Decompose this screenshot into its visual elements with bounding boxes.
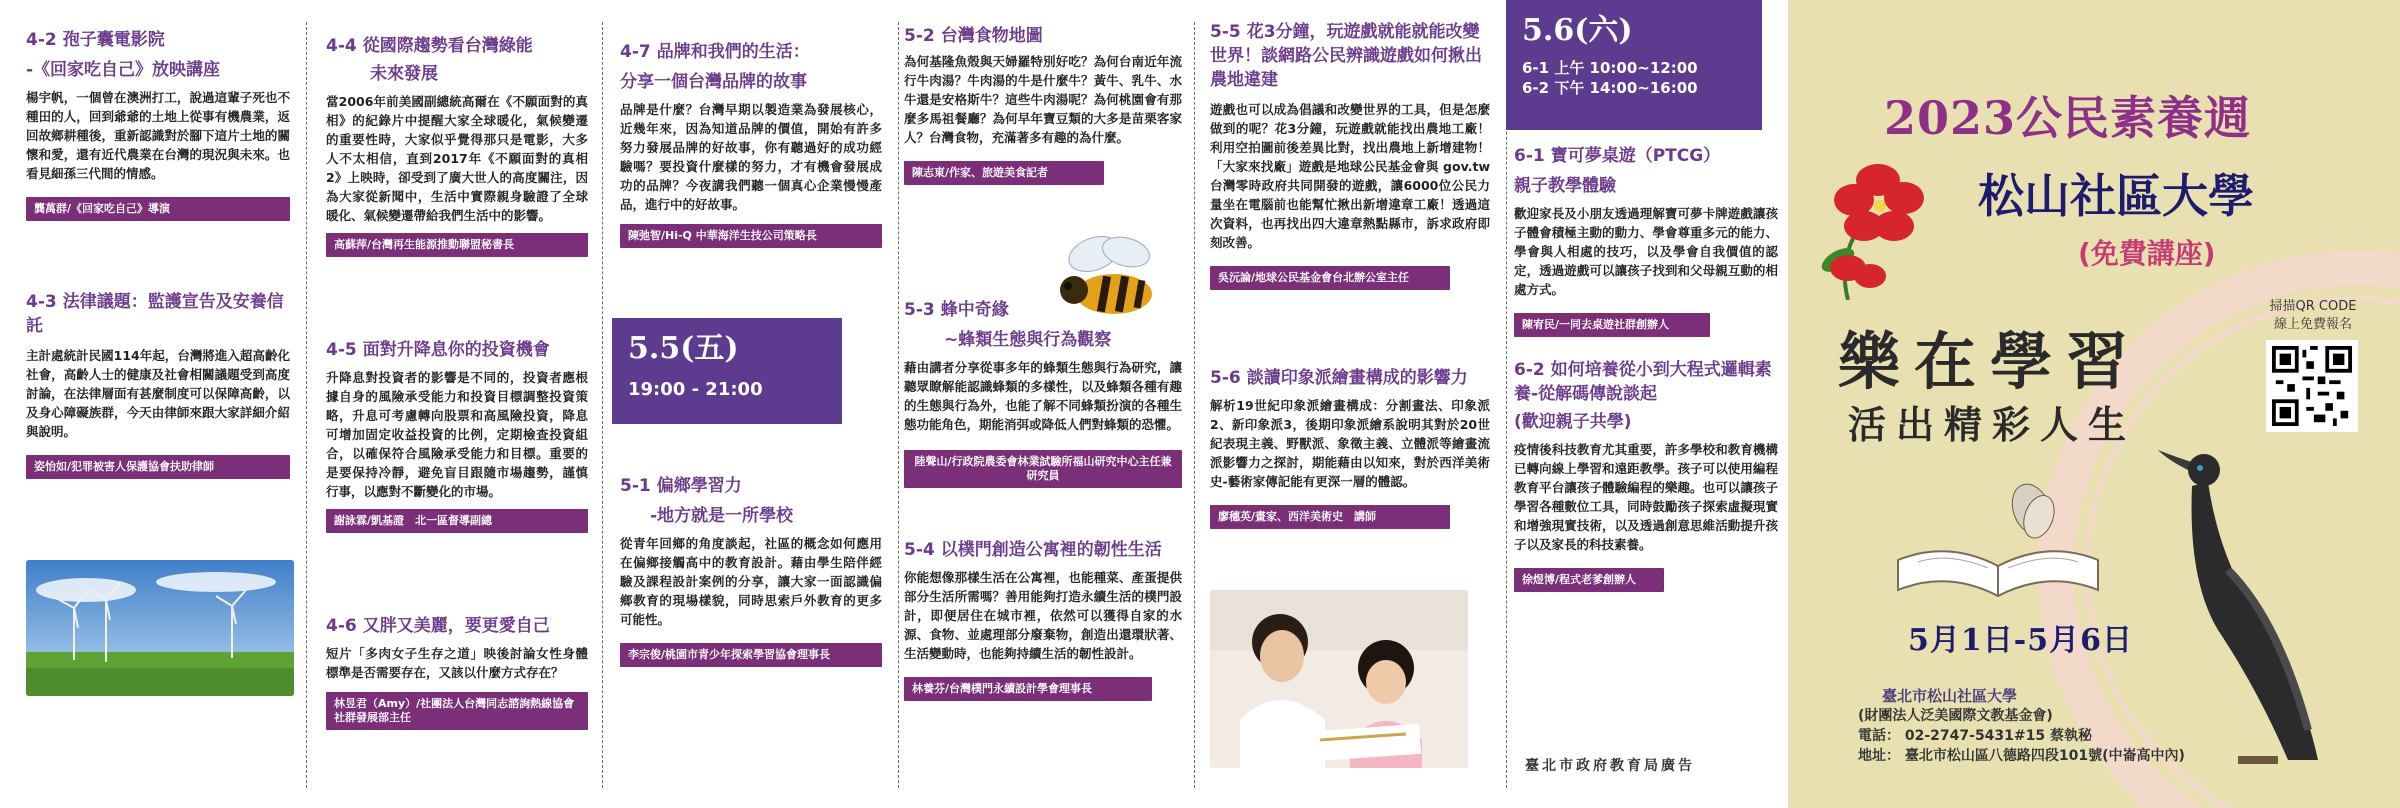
session-body: 為何基隆魚殼與天婦羅特別好吃？為何台南近年流行牛肉湯？牛肉湯的牛是什麼牛？黃牛、乳牛、水牛還是安格斯牛？這些牛肉湯呢？為何桃園會有那麼多馬祖餐廳？為何早年寶豆類的大多是苗栗客家人？台灣食物，充滿著多有趣的為什麼。 bbox=[904, 54, 1182, 145]
slogan-sub: 活出精彩人生 bbox=[1848, 402, 2137, 447]
footer-advertisement-note: 臺北市政府教育局廣告 bbox=[1525, 758, 1695, 774]
speaker-badge: 龔萬群/《回家吃自己》導演 bbox=[26, 197, 290, 221]
session-number: 4-2 bbox=[26, 30, 57, 50]
session-body: 歡迎家長及小朋友透過理解寶可夢卡牌遊戲讓孩子體會積極主動的動力、學會尊重多元的能力、學會與人相處的技巧，以及學會自我價值的認定，透過遊戲可以讓孩子找到和父母親互動的相處方式。 bbox=[1514, 206, 1778, 297]
panel-6 bbox=[1506, 0, 1788, 808]
session-title: 法律議題：監護宣告及安養信託 bbox=[26, 292, 284, 336]
open-book-icon bbox=[1878, 470, 2118, 620]
speaker-badge: 謝詠霖/凱基證 北一區督導副總 bbox=[326, 509, 588, 533]
wind-turbine-illustration bbox=[26, 560, 294, 696]
session-4-4 bbox=[326, 34, 588, 257]
parent-child-photo bbox=[1210, 590, 1468, 768]
session-6-1 bbox=[1514, 144, 1778, 337]
session-number: 6-1 bbox=[1514, 146, 1545, 166]
panel-5 bbox=[1194, 0, 1506, 808]
hibiscus-flower-icon bbox=[1808, 150, 1938, 300]
session-body: 短片「多肉女子生存之道」映後討論女性身體標準是否需要存在，又該以什麼方式存在？ bbox=[326, 646, 588, 680]
panel-3 bbox=[602, 0, 898, 808]
session-4-5 bbox=[326, 338, 588, 533]
session-5-4 bbox=[904, 538, 1182, 701]
session-body: 解析19世紀印象派繪畫構成：分割畫法、印象派2、新印象派3，後期印象派繪系說明其對於20世紀表現主義、野獸派、象徵主義、立體派等繪畫流派影響力之探討，期能藉由以知來，對於西洋美術史-藝術家傳記能有更深一層的體認。 bbox=[1210, 398, 1490, 489]
session-subtitle: ~蜂類生態與行為觀察 bbox=[944, 330, 1112, 350]
session-5-5 bbox=[1210, 20, 1490, 290]
organizer-foundation: (財團法人泛美國際文教基金會) bbox=[1858, 708, 2053, 724]
session-title: 寶可夢桌遊（PTCG） bbox=[1550, 146, 1721, 166]
session-number: 4-5 bbox=[326, 340, 357, 360]
session-body: 品牌是什麼？台灣早期以製造業為發展核心，近幾年來，因為知道品牌的價值，開始有許多努力發展品牌的好故事，你有聽過好的成功經驗嗎？要投資什麼樣的努力，才有機會發展成功的品牌？今夜講我們聽一個真心企業慢慢產品，進行中的好故事。 bbox=[620, 102, 882, 212]
panel-4 bbox=[898, 0, 1194, 808]
session-number: 5-2 bbox=[904, 26, 935, 46]
session-title: 蜂中奇緣 bbox=[940, 300, 1009, 320]
session-number: 5-3 bbox=[904, 300, 935, 320]
event-dates: 5月1日-5月6日 bbox=[1908, 623, 2133, 658]
date-time-pm: 6-2 下午 14:00~16:00 bbox=[1522, 79, 1698, 97]
session-title: 面對升降息你的投資機會 bbox=[362, 340, 550, 360]
session-subtitle: 未來發展 bbox=[370, 64, 438, 84]
session-number: 5-6 bbox=[1210, 368, 1241, 388]
speaker-badge: 吳沅論/地球公民基金會台北辦公室主任 bbox=[1210, 266, 1450, 290]
session-4-3 bbox=[26, 290, 290, 479]
session-body: 遊戲也可以成為倡議和改變世界的工具，但是怎麼做到的呢？花3分鐘，玩遊戲就能找出農地工廠！利用空拍圖前後差異比對，找出農地上新增建物！「大家來找廠」遊戲是地球公民基金會與 gov.tw 台灣零時政府共同開發的遊戲，讓6000位公民力量坐在電腦前也能幫忙揪出新增違章工廠！透過這次資料，也再找出四大違章熱點縣市，訴求政府即刻改善。 bbox=[1210, 102, 1490, 250]
date-box-5-6 bbox=[1506, 0, 1762, 130]
contact-phone: 電話： 02-2747-5431#15 蔡執秘 bbox=[1858, 728, 2092, 744]
date-day: 5.6(六) bbox=[1522, 13, 1633, 48]
session-number: 6-2 bbox=[1514, 360, 1545, 380]
session-title: 從國際趨勢看台灣綠能 bbox=[362, 36, 533, 56]
session-subtitle: (歡迎親子共學) bbox=[1514, 412, 1632, 432]
parent-child-illustration bbox=[1210, 590, 1468, 768]
session-4-6 bbox=[326, 614, 588, 730]
school-name: 松山社區大學 bbox=[1978, 169, 2254, 223]
speaker-badge: 陳弛智/Hi-Q 中華海洋生技公司策略長 bbox=[620, 224, 882, 248]
speaker-badge: 高蘇萍/台灣再生能源推動聯盟秘書長 bbox=[326, 233, 588, 257]
session-body: 疫情後科技教育尤其重要，許多學校和教育機構已轉向線上學習和遠距教學。孩子可以使用編程教育平台讓孩子體驗編程的樂趣。也可以讓孩子學習各種數位工具，同時鼓勵孩子探索虛擬現實和增強現實技術，以及透過創意思維活動提升孩子以及家長的科技素養。 bbox=[1514, 442, 1778, 552]
session-body: 升降息對投資者的影響是不同的，投資者應根據自身的風險承受能力和投資目標調整投資策略，升息可考慮轉向股票和高風險投資，降息可增加固定收益投資的比例，定期檢查投資組合，以確保符合風險承受能力和目標。重要的是要保持冷靜，避免盲目跟隨市場趨勢，謹慎行事，以應對不斷變化的市場。 bbox=[326, 370, 588, 499]
qr-caption-line-2: 線上免費報名 bbox=[2273, 317, 2352, 332]
session-subtitle: -《回家吃自己》放映講座 bbox=[26, 60, 221, 80]
session-title: 談讀印象派繪畫構成的影響力 bbox=[1246, 368, 1468, 388]
qr-caption-line-1: 掃描QR CODE bbox=[2269, 299, 2357, 314]
session-number: 4-7 bbox=[620, 42, 651, 62]
speaker-badge: 姿怡如/犯罪被害人保護協會扶助律師 bbox=[26, 455, 290, 479]
speaker-badge: 徐煜博/程式老爹創辦人 bbox=[1514, 568, 1664, 592]
session-number: 5-5 bbox=[1210, 22, 1241, 42]
session-number: 4-3 bbox=[26, 292, 57, 312]
session-body: 藉由講者分享從事多年的蜂類生態與行為研究，讓聽眾瞭解能認識蜂類的多樣性，以及蜂類各種有趣的生態與行為外，也能了解不同蜂類扮演的各種生態功能角色，期能消弭或降低人們對蜂類的恐懼。 bbox=[904, 360, 1182, 432]
session-5-3 bbox=[904, 298, 1182, 488]
session-subtitle: 分享一個台灣品牌的故事 bbox=[620, 72, 807, 92]
speaker-badge: 林昱君（Amy）/社團法人台灣同志諮詢熱線協會社群發展部主任 bbox=[326, 692, 588, 730]
session-6-2 bbox=[1514, 358, 1778, 592]
session-title: 如何培養從小到大程式邏輯素養-從解碼傳說談起 bbox=[1514, 360, 1772, 404]
qr-code-icon bbox=[2272, 346, 2352, 426]
organizer-logo-text: 臺北市松山社區大學 bbox=[1882, 687, 2018, 705]
session-body: 主計處統計民國114年起，台灣將進入超高齡化社會，高齡人士的健康及社會相關議題受到高度討論，在法律層面有甚麼制度可以保障高齡，以及身心障礙族群，今天由律師來跟大家詳細介紹與說明。 bbox=[26, 348, 290, 439]
session-number: 4-6 bbox=[326, 616, 357, 636]
speaker-badge: 陳志東/作家、旅遊美食記者 bbox=[904, 161, 1104, 185]
session-5-6 bbox=[1210, 366, 1490, 529]
speaker-badge: 陸聲山/行政院農委會林業試驗所福山研究中心主任兼研究員 bbox=[904, 450, 1182, 488]
session-body: 楊宇帆，一個曾在澳洲打工，說過這輩子死也不種田的人，回到爺爺的土地上從事有機農業，返回故鄉耕種後，重新認識對於腳下這片土地的關懷和愛，還有近代農業在台灣的現況與未來。也看見細孫三代間的情感。 bbox=[26, 90, 290, 181]
session-title: 偏鄉學習力 bbox=[656, 476, 742, 496]
session-title: 以樸門創造公寓裡的韌性生活 bbox=[940, 540, 1162, 560]
session-4-7 bbox=[620, 40, 882, 248]
session-5-1 bbox=[620, 474, 882, 667]
session-body: 你能想像那樣生活在公寓裡，也能種菜、產蛋提供部分生活所需嗎？善用能夠打造永續生活的樸門設計，即便居住在城市裡，依然可以獲得自家的水源、食物、並處理部分廢棄物，創造出還環狀著、生活變動時，也能夠持續生活的韌性設計。 bbox=[904, 570, 1182, 661]
wind-turbine-photo bbox=[26, 560, 294, 696]
session-number: 4-4 bbox=[326, 36, 357, 56]
session-number: 5-1 bbox=[620, 476, 651, 496]
session-body: 當2006年前美國副總統高爾在《不願面對的真相》的紀錄片中提醒大家全球暖化，氣候變遷的重要性時，大家似乎覺得那只是電影，大多人不太相信，直到2017年《不願面對的真相2》上映時，卻受到了廣大世人的高度關注，因為大家從新聞中，生活中實際親身驗證了全球暖化、氣候變遷帶給我們生活中的影響。 bbox=[326, 94, 588, 223]
date-day: 5.5(五) bbox=[628, 331, 739, 366]
session-number: 5-4 bbox=[904, 540, 935, 560]
slogan-main: 樂在學習 bbox=[1838, 325, 2143, 398]
session-title: 花3分鐘，玩遊戲就能就能改變世界！談網路公民辨識遊戲如何揪出農地違建 bbox=[1210, 22, 1482, 90]
session-5-2 bbox=[904, 24, 1182, 185]
panel-1 bbox=[0, 0, 306, 808]
contact-address: 地址： 臺北市松山區八德路四段101號(中崙高中內) bbox=[1858, 748, 2185, 764]
registration-qr-code[interactable] bbox=[2266, 340, 2358, 432]
speaker-badge: 陳宥民/一同去桌遊社群創辦人 bbox=[1514, 313, 1710, 337]
session-title: 孢子囊電影院 bbox=[62, 30, 165, 50]
speaker-badge: 李宗俊/桃園市青少年探索學習協會理事長 bbox=[620, 643, 882, 667]
session-subtitle: 親子教學體驗 bbox=[1514, 176, 1616, 196]
session-4-2 bbox=[26, 28, 290, 221]
session-title: 品牌和我們的生活： bbox=[656, 42, 810, 62]
session-subtitle: -地方就是一所學校 bbox=[650, 506, 794, 526]
date-time: 19:00 - 21:00 bbox=[628, 379, 763, 400]
date-time-am: 6-1 上午 10:00~12:00 bbox=[1522, 59, 1698, 77]
date-box-5-5 bbox=[612, 318, 842, 424]
cover-panel bbox=[1788, 0, 2400, 808]
session-title: 又胖又美麗，要更愛自己 bbox=[362, 616, 550, 636]
session-title: 台灣食物地圖 bbox=[940, 26, 1043, 46]
event-title: 2023公民素養週 bbox=[1884, 91, 2252, 145]
session-body: 從青年回鄉的角度談起，社區的概念如何應用在偏鄉接觸高中的教育設計。藉由學生陪伴經驗及課程設計案例的分享，讓大家一面認識偏鄉教育的現場樣貌，同時思索戶外教育的更多可能性。 bbox=[620, 536, 882, 627]
free-lecture-label: (免費講座) bbox=[2078, 237, 2216, 270]
speaker-badge: 林養芬/台灣樸門永續設計學會理事長 bbox=[904, 677, 1152, 701]
speaker-badge: 廖穗英/畫家、西洋美術史 講師 bbox=[1210, 505, 1450, 529]
panel-2 bbox=[306, 0, 602, 808]
